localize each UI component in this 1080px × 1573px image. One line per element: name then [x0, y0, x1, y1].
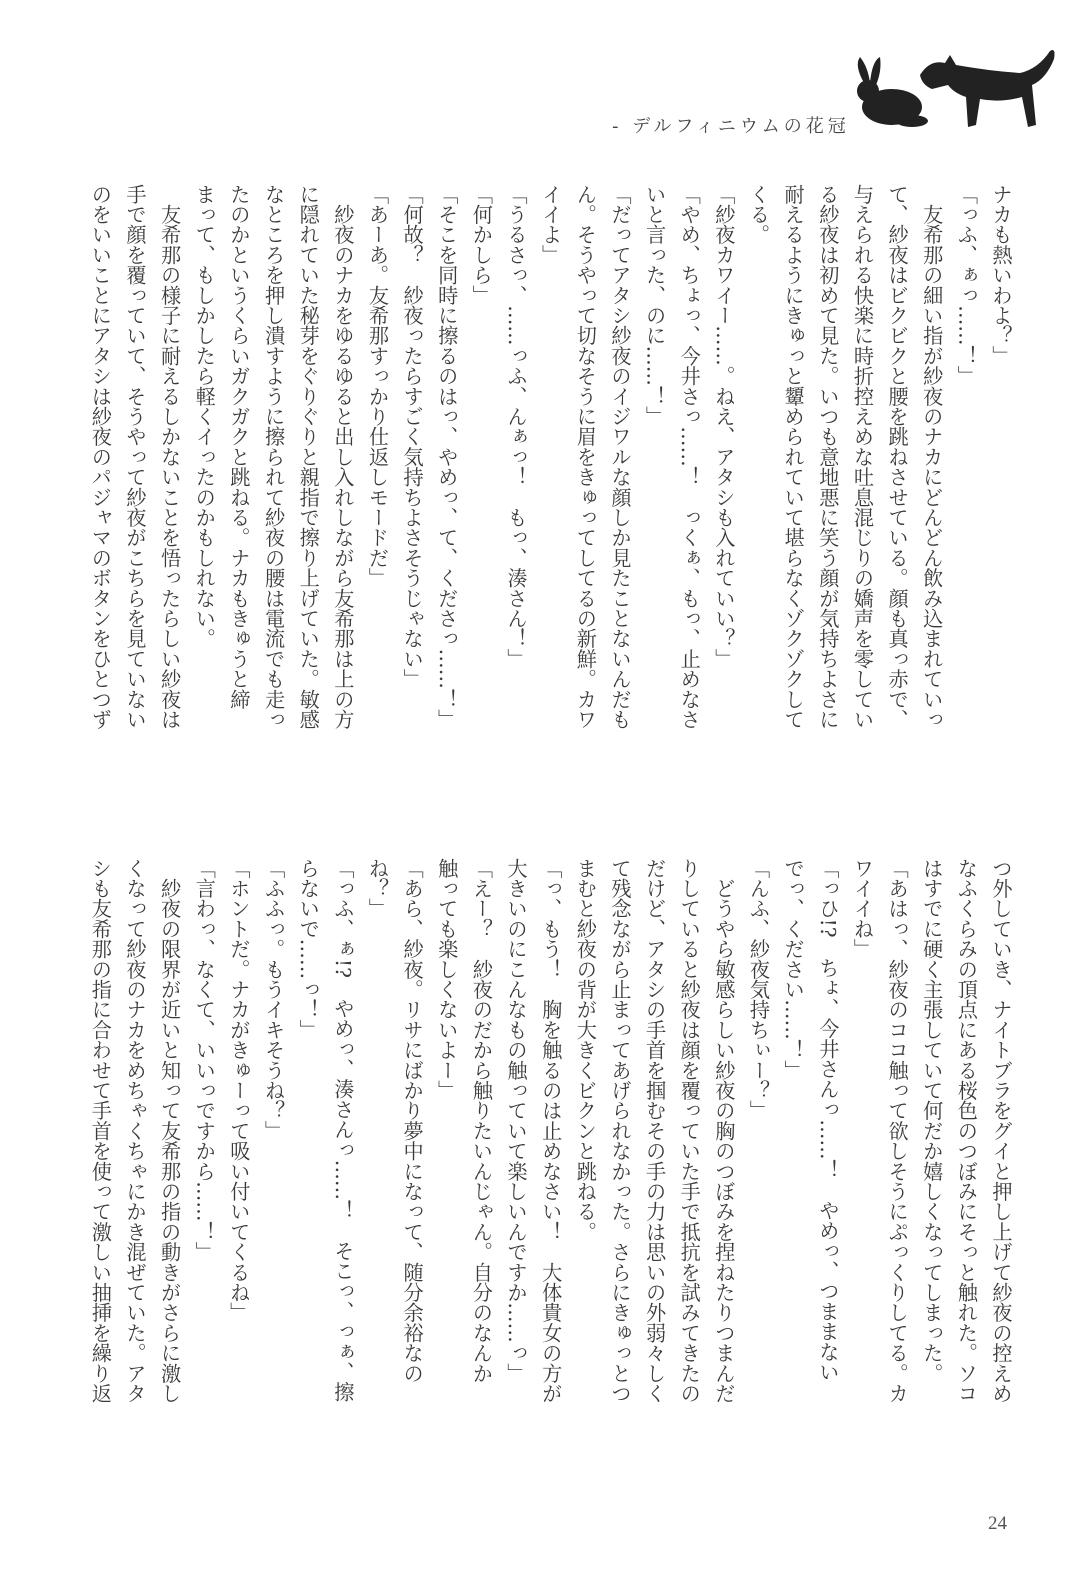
- text-column: ナカも熱いわよ？」: [989, 184, 1013, 366]
- text-column: ワイイね」: [850, 858, 875, 959]
- text-column: る紗夜は初めて見た。いつも意地悪に笑う顔が気持ちよさに: [815, 184, 840, 730]
- text-column: 「ふふっ。もうイキそうね？」: [261, 858, 286, 1141]
- text-column: 「っひ!? ちょ、今井さんっ……！ やめっ、つままない: [815, 858, 840, 1382]
- text-column: 友希那の様子に耐えるしかないことを悟ったらしい紗夜は: [157, 184, 182, 730]
- running-header-title: - デルフィニウムの花冠: [612, 116, 850, 137]
- text-column: たのかというくらいガクガクと跳ねる。ナカもきゅうと締: [226, 184, 251, 710]
- page-number: 24: [988, 1513, 1007, 1534]
- text-column: つ外していき、ナイトブラをグイと押し上げて紗夜の控えめ: [989, 858, 1013, 1404]
- text-column: 「んふ、紗夜気持ちぃー？」: [746, 858, 771, 1121]
- text-column: 「っふ、ぁっ……！」: [954, 184, 979, 386]
- text-column: て残念ながら止まってあげられなかった。さらにきゅっとつ: [607, 858, 632, 1404]
- text-column: 紗夜の限界が近いと知って友希那の指の動きがさらに激し: [157, 858, 182, 1404]
- text-column: 友希那の細い指が紗夜のナカにどんどん飲み込まれていっ: [919, 184, 944, 730]
- text-column: 「あーあ。友希那すっかり仕返しモードだ」: [365, 184, 390, 588]
- text-column: 触っても楽しくないよー」: [434, 858, 459, 1101]
- text-column: でっ、ください……！」: [781, 858, 806, 1081]
- text-column: だけど、アタシの手首を掴むその手の力は思いの外弱々しく: [642, 858, 667, 1404]
- text-column: まむと紗夜の背が大きくビクンと跳ねる。: [573, 858, 598, 1242]
- text-column: らないで……っ！」: [296, 858, 321, 1040]
- text-column: 「何かしら」: [469, 184, 494, 306]
- text-column: て、紗夜はビクビクと腰を跳ねさせている。顔も真っ赤で、: [885, 184, 910, 730]
- text-column: 手で顔を覆っていて、そうやって紗夜がこちらを見ていない: [122, 184, 147, 730]
- text-column: ん。そうやって切なそうに眉をきゅってしてるの新鮮。カワ: [573, 184, 598, 730]
- text-column: 「あはっ、紗夜のココ触って欲しそうにぷっくりしてる。カ: [885, 858, 910, 1404]
- text-column: りしていると紗夜は顔を覆っていた手で抵抗を試みてきたの: [677, 858, 702, 1404]
- rabbit-wolf-emblem-icon: [850, 45, 1065, 135]
- text-column: 「ホントだ。ナカがきゅーって吸い付いてくるね」: [226, 858, 251, 1323]
- text-column: 「そこを同時に擦るのはっ、やめっ、て、くださっ……！」: [434, 184, 459, 730]
- text-column: くなって紗夜のナカをめちゃくちゃにかき混ぜていた。アタ: [122, 858, 147, 1404]
- text-column: まって、もしかしたら軽くイったのかもしれない。: [192, 184, 217, 649]
- text-column: はすでに硬く主張していて何だか嬉しくなってしまった。: [919, 858, 944, 1384]
- text-column: ね？」: [365, 858, 390, 919]
- text-column: 「やめ、ちょっ、今井さっ……！ っくぁ、もっ、止めなさ: [677, 184, 702, 730]
- text-column: 「っ、もう！ 胸を触るのは止めなさい！ 大体貴女の方が: [538, 858, 563, 1404]
- text-column: 「言わっ、なくて、いいっですから……！」: [192, 858, 217, 1262]
- text-column: なふくらみの頂点にある桜色のつぼみにそっと触れた。ソコ: [954, 858, 979, 1404]
- text-column: 「だってアタシ紗夜のイジワルな顔しか見たことないんだも: [607, 184, 632, 730]
- text-column: 「っふ、ぁ!? やめっ、湊さんっ……！ そこっ、っぁ、擦: [330, 858, 355, 1403]
- text-column: いと言った、のに……！」: [642, 184, 667, 427]
- text-column: 「何故？ 紗夜ったらすごく気持ちよさそうじゃない」: [400, 184, 425, 689]
- top-text-block: [82, 184, 1018, 754]
- text-column: 大きいのにこんなもの触っていて楽しいんですか……っ」: [504, 858, 529, 1384]
- text-column: 「紗夜カワイー……。ねえ、アタシも入れていい？」: [711, 184, 736, 669]
- text-column: シも友希那の指に合わせて手首を使って激しい抽挿を繰り返: [88, 858, 113, 1404]
- text-column: イイよ」: [538, 184, 563, 265]
- bottom-text-block: [82, 858, 1018, 1428]
- text-column: 耐えるようにきゅっと顰められていて堪らなくゾクゾクして: [781, 184, 806, 730]
- text-column: 「うるさっ、……っふ、んぁっ！ もっ、湊さん！」: [504, 184, 529, 669]
- text-column: 「えー？ 紗夜のだから触りたいんじゃん。自分のなんか: [469, 858, 494, 1384]
- text-column: くる。: [746, 184, 771, 245]
- text-column: 紗夜のナカをゆるゆると出し入れしながら友希那は上の方: [330, 184, 355, 730]
- text-column: に隠れていた秘芽をぐりぐりと親指で擦り上げていた。敏感: [296, 184, 321, 730]
- text-column: 「あら、紗夜。リサにばかり夢中になって、随分余裕なの: [400, 858, 425, 1384]
- text-column: どうやら敏感らしい紗夜の胸のつぼみを捏ねたりつまんだ: [711, 858, 736, 1404]
- text-column: なところを押し潰すように擦られて紗夜の腰は電流でも走っ: [261, 184, 286, 730]
- text-column: のをいいことにアタシは紗夜のパジャマのボタンをひとつず: [88, 184, 113, 730]
- text-column: 与えられる快楽に時折控えめな吐息混じりの嬌声を零してい: [850, 184, 875, 730]
